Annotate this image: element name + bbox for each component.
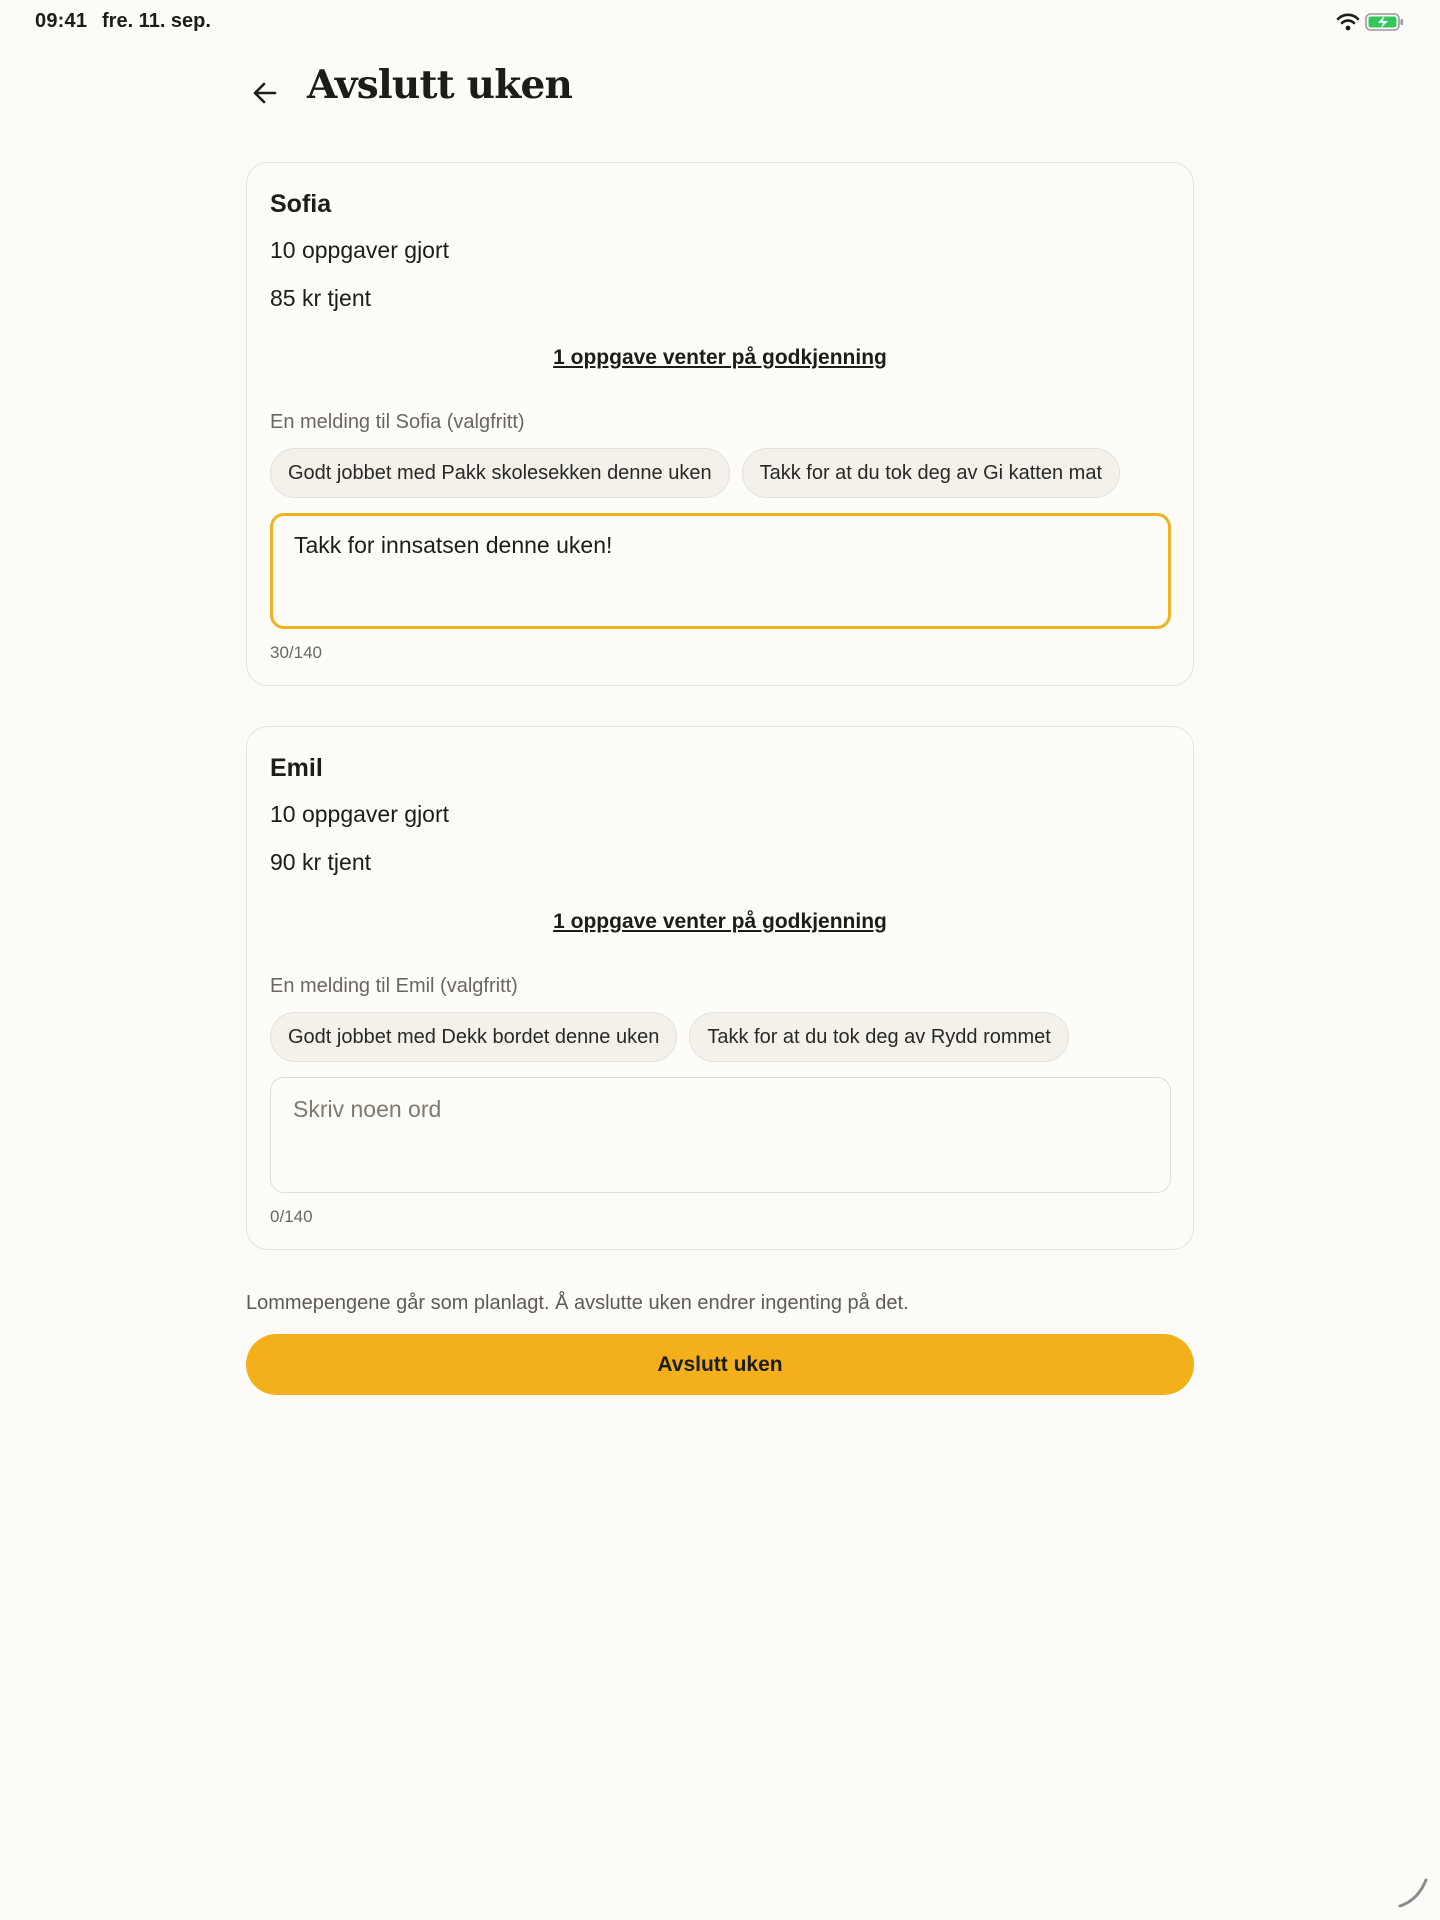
earned-amount: 85 kr tjent [270,285,371,311]
info-text: Lommepengene går som planlagt. Å avslutte uken endrer ingenting på det. [246,1292,909,1314]
character-counter: 0/140 [270,1207,313,1226]
status-bar [0,0,1440,44]
pending-approval-link[interactable]: 1 oppgave venter på godkjenning [553,346,887,369]
child-name: Emil [270,754,323,782]
suggestion-chips [270,1012,1069,1062]
page-title: Avslutt uken [307,62,573,108]
suggestion-chip[interactable]: Takk for at du tok deg av Rydd rommet [689,1012,1069,1062]
battery-charging-icon [1365,12,1405,37]
suggestion-chips [270,448,1120,498]
pending-approval-link[interactable]: 1 oppgave venter på godkjenning [553,910,887,933]
earned-amount: 90 kr tjent [270,849,371,875]
suggestion-chip[interactable]: Takk for at du tok deg av Gi katten mat [742,448,1120,498]
message-label: En melding til Sofia (valgfritt) [270,411,525,433]
finish-week-button[interactable] [246,1334,1194,1395]
status-date: fre. 11. sep. [102,10,211,32]
status-time: 09:41 [35,10,88,32]
suggestion-chip[interactable]: Godt jobbet med Pakk skolesekken denne uken [270,448,730,498]
character-counter: 30/140 [270,643,322,662]
finish-week-label: Avslutt uken [657,1352,783,1376]
suggestion-chip[interactable]: Godt jobbet med Dekk bordet denne uken [270,1012,677,1062]
back-button[interactable] [248,76,282,110]
corner-swipe-indicator-icon [1396,1874,1432,1915]
message-input[interactable]: Takk for innsatsen denne uken! [270,513,1171,629]
tasks-done: 10 oppgaver gjort [270,801,450,827]
message-label: En melding til Emil (valgfritt) [270,975,518,997]
arrow-left-icon [248,76,282,110]
child-name: Sofia [270,190,332,218]
wifi-icon [1336,12,1360,37]
message-input[interactable]: Skriv noen ord [270,1077,1171,1193]
child-card-sofia [246,162,1194,686]
tasks-done: 10 oppgaver gjort [270,237,450,263]
child-card-emil [246,726,1194,1250]
